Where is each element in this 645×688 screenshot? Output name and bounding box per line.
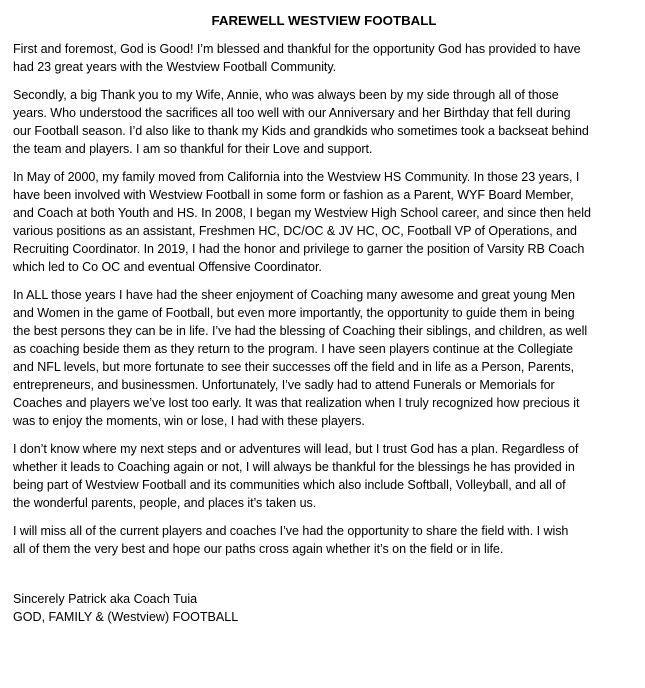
text-line: and Women in the game of Football, but even more importantly, the opportunity to guide them in being [13, 306, 575, 320]
text-line: Coaches and players we’ve lost too early. It was that realization when I truly recognized how precious it [13, 396, 580, 410]
paragraph-coaching [13, 286, 635, 430]
paragraph-family-thanks [13, 86, 635, 158]
text-line: First and foremost, God is Good! I’m blessed and thankful for the opportunity God has provided to have [13, 42, 581, 56]
text-line: was to enjoy the moments, win or lose, I had with these players. [13, 414, 365, 428]
letter-title: FAREWELL WESTVIEW FOOTBALL [211, 13, 437, 28]
text-line: whether it leads to Coaching again or not, I will always be thankful for the blessings he has provided in [13, 460, 575, 474]
text-line: various positions as an assistant, Freshmen HC, DC/OC & JV HC, OC, Football VP of Operations, and [13, 224, 577, 238]
text-line: Recruiting Coordinator. In 2019, I had the honor and privilege to garner the position of Varsity RB Coach [13, 242, 585, 256]
text-line: Secondly, a big Thank you to my Wife, Annie, who was always been by my side through all of those [13, 88, 559, 102]
text-line: years. Who understood the sacrifices all too well with our Anniversary and her Birthday that fell during [13, 106, 571, 120]
text-line: and Coach at both Youth and HS. In 2008, I began my Westview High School career, and since then held [13, 206, 591, 220]
letter-closing [13, 590, 635, 626]
paragraph-farewell [13, 522, 635, 558]
text-line: as coaching beside them as they return to the program. I have seen players continue at the Collegiate [13, 342, 573, 356]
text-line: the wonderful parents, people, and places it’s taken us. [13, 496, 317, 510]
text-line: have been involved with Westview Football in some form or fashion as a Parent, WYF Board Member, [13, 188, 574, 202]
signature: Sincerely Patrick aka Coach Tuia [13, 592, 198, 606]
motto: GOD, FAMILY & (Westview) FOOTBALL [13, 610, 239, 624]
text-line: being part of Westview Football and its communities which also include Softball, Volleyball, and all of [13, 478, 566, 492]
text-line: our Football season. I’d also like to thank my Kids and grandkids who sometimes took a backseat behind [13, 124, 589, 138]
text-line: In ALL those years I have had the sheer enjoyment of Coaching many awesome and great young Men [13, 288, 575, 302]
text-line: entrepreneurs, and businessmen. Unfortunately, I’ve sadly had to attend Funerals or Memorials for [13, 378, 555, 392]
text-line: which led to Co OC and eventual Offensive Coordinator. [13, 260, 322, 274]
text-line: In May of 2000, my family moved from California into the Westview HS Community. In those 23 years, I [13, 170, 580, 184]
paragraph-future [13, 440, 635, 512]
text-line: had 23 great years with the Westview Football Community. [13, 60, 337, 74]
text-line: all of them the very best and hope our paths cross again whether it’s on the field or in life. [13, 542, 504, 556]
paragraph-intro [13, 40, 635, 76]
paragraph-history [13, 168, 635, 276]
text-line: I don’t know where my next steps and or adventures will lead, but I trust God has a plan. Regardless of [13, 442, 579, 456]
text-line: the team and players. I am so thankful for their Love and support. [13, 142, 373, 156]
text-line: the best persons they can be in life. I’ve had the blessing of Coaching their siblings, and children, as well [13, 324, 588, 338]
text-line: and NFL levels, but more fortunate to see their successes off the field and in life as a Person, Parents, [13, 360, 575, 374]
text-line: I will miss all of the current players and coaches I’ve had the opportunity to share the field with. I wish [13, 524, 569, 538]
